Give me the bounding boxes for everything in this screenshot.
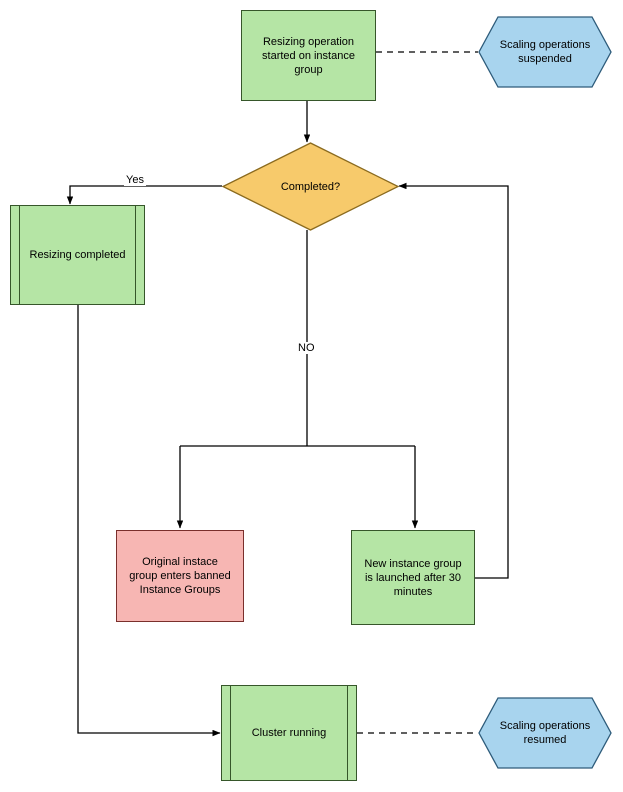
node-cluster-running-label: Cluster running (251, 727, 327, 739)
edge-label-no: NO (298, 342, 315, 354)
node-resizing-started-label: Resizing operation started on instance group (262, 35, 355, 76)
node-completed-decision[interactable] (222, 142, 399, 231)
node-original-banned-label: Original instace group enters banned Instance Groups (129, 556, 231, 596)
node-scaling-suspended-label: Scaling operations suspended (499, 39, 591, 65)
node-scaling-resumed[interactable] (478, 697, 612, 769)
predefined-bar-left (230, 686, 231, 780)
node-scaling-suspended[interactable] (478, 16, 612, 88)
node-new-instance-group-label: New instance group is launched after 30 minutes (364, 557, 462, 598)
node-resizing-completed[interactable] (10, 205, 145, 305)
node-scaling-resumed-label: Scaling operations resumed (499, 720, 591, 746)
edge-label-yes: Yes (126, 174, 144, 186)
node-resizing-completed-label: Resizing completed (29, 249, 126, 261)
node-new-instance-group[interactable] (351, 530, 475, 625)
predefined-bar-right (347, 686, 348, 780)
node-original-banned[interactable] (116, 530, 244, 622)
node-completed-label: Completed? (280, 180, 341, 193)
node-cluster-running[interactable] (221, 685, 357, 781)
node-resizing-started[interactable] (241, 10, 376, 101)
